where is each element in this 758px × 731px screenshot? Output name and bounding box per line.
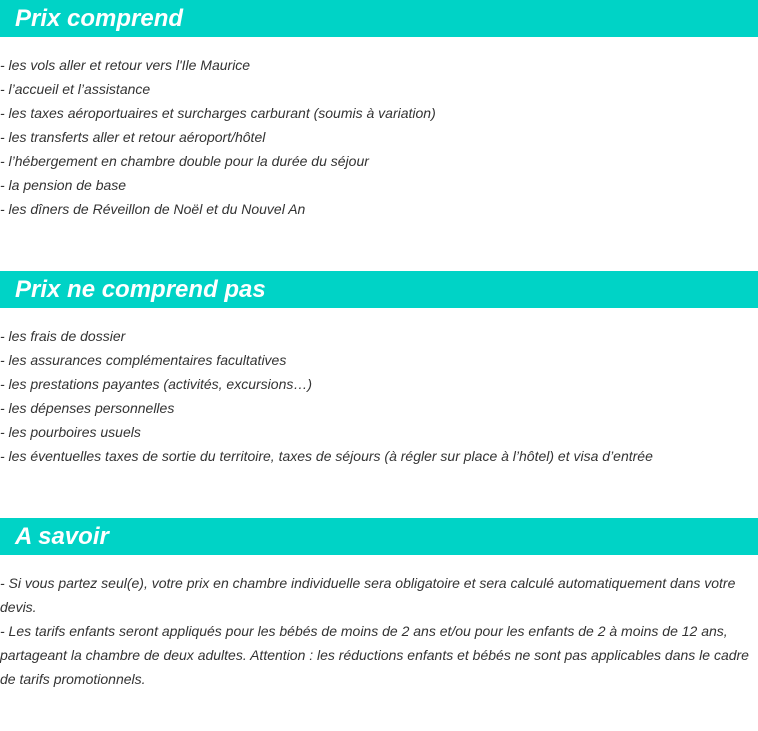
list-item: - les transferts aller et retour aéroport/hôtel	[0, 129, 266, 145]
section-header	[0, 518, 758, 555]
section-title: Prix ne comprend pas	[15, 276, 266, 303]
list-item: - l’hébergement en chambre double pour la durée du séjour	[0, 153, 369, 169]
list-item: - les prestations payantes (activités, excursions…)	[0, 376, 313, 392]
included-list	[0, 37, 758, 221]
section-header	[0, 0, 758, 37]
list-item: - l’accueil et l’assistance	[0, 81, 151, 97]
list-item: - les assurances complémentaires facultatives	[0, 352, 287, 368]
good-to-know-text	[0, 555, 755, 691]
not-included-list	[0, 308, 758, 468]
section-title: Prix comprend	[15, 5, 184, 32]
list-item: - les dépenses personnelles	[0, 400, 175, 416]
list-item: - les pourboires usuels	[0, 424, 141, 440]
list-item: - les taxes aéroportuaires et surcharges carburant (soumis à variation)	[0, 105, 436, 121]
paragraph: - Les tarifs enfants seront appliqués pour les bébés de moins de 2 ans et/ou pour les enfants de 2 à moins de 12 ans, partageant la chambre de deux adultes. Attention : les réductions enfants et bébés ne sont pas applicables dans le cadre de tarifs promotionnels.	[0, 623, 749, 687]
list-item: - la pension de base	[0, 177, 127, 193]
section-title: A savoir	[15, 523, 109, 550]
list-item: - les dîners de Réveillon de Noël et du Nouvel An	[0, 201, 306, 217]
paragraph: - Si vous partez seul(e), votre prix en chambre individuelle sera obligatoire et sera calculé automatiquement dans votre devis.	[0, 575, 736, 615]
section-prix-comprend	[0, 0, 758, 221]
list-item: - les frais de dossier	[0, 328, 126, 344]
section-header	[0, 271, 758, 308]
list-item: - les éventuelles taxes de sortie du territoire, taxes de séjours (à régler sur place à l’hôtel) et visa d’entrée	[0, 448, 653, 464]
list-item: - les vols aller et retour vers l'Ile Maurice	[0, 57, 251, 73]
section-a-savoir	[0, 518, 758, 691]
section-prix-ne-comprend-pas	[0, 271, 758, 468]
